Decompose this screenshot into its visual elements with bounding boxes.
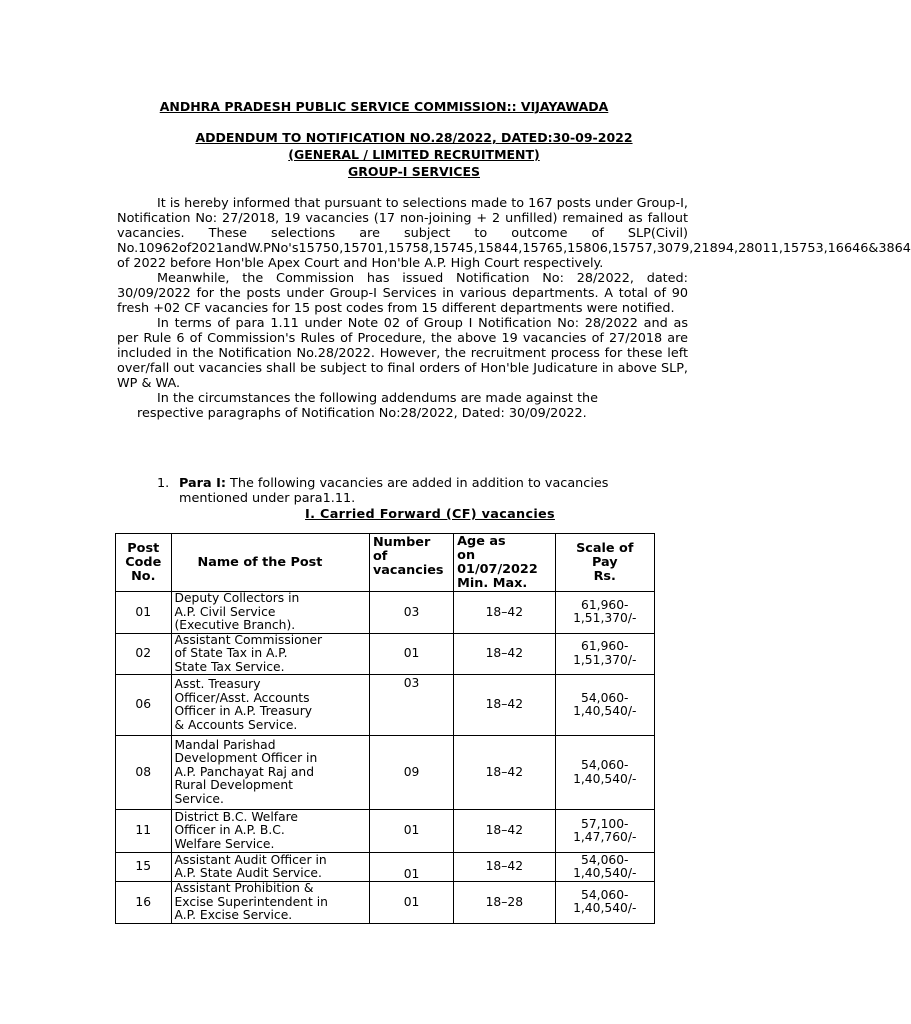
vacancies-cell: 03	[369, 592, 453, 634]
para-1-item	[157, 476, 688, 506]
header-num-line: vacancies	[372, 563, 444, 578]
header-pay-scale	[555, 534, 655, 592]
services-title: GROUP-I SERVICES	[347, 164, 480, 179]
header-num-line: Number	[372, 535, 431, 550]
header-age-line: 01/07/2022	[457, 561, 538, 577]
pay-cell	[555, 882, 655, 924]
post-code-cell: 11	[116, 810, 172, 853]
post-name-line: A.P. State Audit Service.	[174, 866, 322, 880]
post-name-line: State Tax Service.	[174, 659, 285, 674]
post-code-cell: 08	[116, 736, 172, 810]
pay-cell	[555, 592, 655, 634]
post-name-line: Service.	[174, 791, 224, 806]
pay-cell	[555, 675, 655, 736]
header-code-line: Code	[125, 554, 162, 570]
pay-line: 61,960-	[581, 597, 629, 612]
pay-line: 1,47,760/-	[573, 830, 637, 844]
pay-line: 1,40,540/-	[573, 704, 637, 718]
pay-line: 1,51,370/-	[573, 611, 637, 626]
post-code-cell: 16	[116, 882, 172, 924]
post-name-line: A.P. Panchayat Raj and	[174, 764, 315, 779]
table-row	[116, 882, 655, 924]
para-1-number: 1.	[157, 476, 170, 491]
paragraph-3: In terms of para 1.11 under Note 02 of Group I Notification No: 28/2022 and as per Rule 6 of Commission's Rules of Procedure, the above 19 vacancies of 27/2018 are included in the Notification No.28/2022. However, the recruitment process for these left over/fall out vacancies shall be subject to final orders of Hon'ble Judicature in above SLP, WP & WA.	[117, 316, 688, 391]
post-name-line: Officer in A.P. Treasury	[174, 704, 313, 718]
age-cell: 18–42	[454, 592, 555, 634]
pay-line: 54,060-	[581, 887, 629, 902]
commission-title: ANDHRA PRADESH PUBLIC SERVICE COMMISSION:: VIJAYAWADA	[159, 99, 609, 114]
post-name-cell	[171, 633, 369, 675]
post-name-cell	[171, 736, 369, 810]
post-code-cell: 15	[116, 853, 172, 882]
post-name-line: District B.C. Welfare	[174, 809, 298, 824]
post-name-line: Officer/Asst. Accounts	[174, 690, 310, 705]
para-1-label: Para I:	[179, 476, 226, 491]
para-1-text-line-1: The following vacancies are added in addition to vacancies	[225, 476, 609, 491]
pay-line: 1,40,540/-	[573, 901, 637, 916]
pay-line: 54,060-	[581, 852, 629, 867]
recruitment-title: (GENERAL / LIMITED RECRUITMENT)	[288, 147, 540, 162]
pay-cell	[555, 853, 655, 882]
post-name-line: Mandal Parishad	[174, 737, 276, 752]
vacancies-cell: 01	[369, 633, 453, 675]
pay-line: 61,960-	[581, 639, 629, 654]
paragraph-1: It is hereby informed that pursuant to selections made to 167 posts under Group-I, Notification No: 27/2018, 19 vacancies (17 non-joining + 2 unfilled) remained as fallout vacancies. These selections are subject to outcome of SLP(Civil) No.10962of2021andW.PNo's15750,15701,15758,15745,15844,15765,15806,15757,3079,21894,28011,15753,16646&3864 of 2022 before Hon'ble Apex Court and Hon'ble A.P. High Court respectively.	[117, 196, 911, 271]
table-row	[116, 810, 655, 853]
vacancies-cell: 03	[369, 675, 453, 736]
post-name-cell	[171, 882, 369, 924]
table-row	[116, 853, 655, 882]
post-name-line: Development Officer in	[174, 751, 318, 766]
header-code-line: Post	[127, 540, 160, 556]
header-pay-line: Scale of	[576, 540, 634, 556]
post-name-cell	[171, 853, 369, 882]
table-row	[116, 736, 655, 810]
pay-line: 57,100-	[581, 816, 629, 831]
post-name-cell	[171, 592, 369, 634]
post-name-line: & Accounts Service.	[174, 717, 298, 732]
header-age	[454, 534, 555, 592]
header-code-line: No.	[131, 568, 156, 584]
pay-line: 54,060-	[581, 758, 629, 772]
vacancies-table	[115, 533, 655, 924]
post-name-line: Officer in A.P. B.C.	[174, 823, 285, 838]
vacancies-cell: 01	[369, 810, 453, 853]
cf-vacancies-title: I. Carried Forward (CF) vacancies	[305, 507, 555, 522]
vacancies-cell: 01	[369, 853, 453, 882]
header-pay-line: Rs.	[593, 568, 616, 584]
pay-cell	[555, 810, 655, 853]
post-name-line: Welfare Service.	[174, 836, 275, 851]
post-name-line: Assistant Audit Officer in	[174, 852, 327, 867]
paragraph-2: Meanwhile, the Commission has issued Notification No: 28/2022, dated: 30/09/2022 for the posts under Group-I Services in various departments. A total of 90 fresh +02 CF vacancies for 15 post codes from 15 different departments were notified.	[117, 271, 688, 316]
table-row	[116, 633, 655, 675]
header-post-code	[116, 534, 172, 592]
header-age-line: Min. Max.	[457, 575, 528, 591]
age-cell: 18–42	[454, 810, 555, 853]
post-name-cell	[171, 810, 369, 853]
header-age-line: Age as	[457, 533, 506, 549]
pay-cell	[555, 633, 655, 675]
body-paragraphs	[117, 196, 911, 421]
post-name-line: Assistant Prohibition &	[174, 881, 314, 895]
header-pay-line: Pay	[591, 554, 618, 570]
paragraph-4-line-1: In the circumstances the following addendums are made against the	[157, 391, 599, 406]
age-cell: 18–42	[454, 675, 555, 736]
table-row	[116, 592, 655, 634]
post-name-line: A.P. Civil Service	[174, 604, 276, 619]
age-cell: 18–42	[454, 853, 555, 882]
post-name-line: Excise Superintendent in	[174, 894, 328, 909]
post-name-line: A.P. Excise Service.	[174, 908, 293, 922]
post-name-line: (Executive Branch).	[174, 618, 296, 632]
header-vacancies	[369, 534, 453, 592]
post-code-cell: 01	[116, 592, 172, 634]
table-header-row	[116, 534, 655, 592]
post-name-line: Asst. Treasury	[174, 677, 261, 691]
pay-line: 1,40,540/-	[573, 866, 637, 880]
pay-line: 1,40,540/-	[573, 771, 637, 786]
age-cell: 18–28	[454, 882, 555, 924]
post-name-line: Deputy Collectors in	[174, 591, 300, 605]
post-name-line: Assistant Commissioner	[174, 632, 323, 647]
post-name-line: Rural Development	[174, 778, 293, 793]
post-code-cell: 02	[116, 633, 172, 675]
header-age-line: on	[457, 547, 476, 563]
para-1-text-line-2: mentioned under para1.11.	[179, 491, 356, 506]
age-cell: 18–42	[454, 736, 555, 810]
addendum-title: ADDENDUM TO NOTIFICATION NO.28/2022, DATED:30-09-2022	[195, 130, 633, 145]
header-num-line: of	[372, 549, 388, 564]
pay-cell	[555, 736, 655, 810]
vacancies-cell: 09	[369, 736, 453, 810]
header-post-name: Name of the Post	[171, 534, 369, 592]
pay-line: 1,51,370/-	[573, 652, 637, 667]
paragraph-4-line-2: respective paragraphs of Notification No:28/2022, Dated: 30/09/2022.	[137, 406, 587, 421]
pay-line: 54,060-	[581, 690, 629, 705]
post-name-line: of State Tax in A.P.	[174, 646, 288, 660]
post-name-cell	[171, 675, 369, 736]
vacancies-cell: 01	[369, 882, 453, 924]
post-code-cell: 06	[116, 675, 172, 736]
table-row	[116, 675, 655, 736]
age-cell: 18–42	[454, 633, 555, 675]
